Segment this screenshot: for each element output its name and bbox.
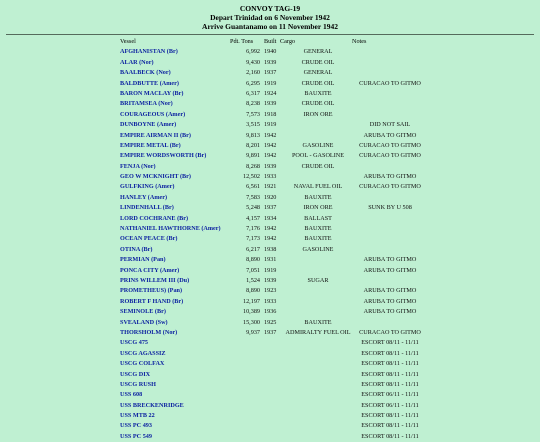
table-row (0, 411, 540, 421)
built-cell: 1940 (264, 48, 277, 56)
vessel-link[interactable]: LORD COCHRANE (Br) (120, 214, 189, 222)
built-cell: 1920 (264, 193, 277, 201)
table-row (0, 359, 540, 369)
table-row (0, 68, 540, 78)
notes-cell: ARUBA TO GITMO (363, 173, 417, 181)
built-cell: 1924 (264, 89, 277, 97)
tons-cell: 6,217 (246, 245, 260, 253)
table-row (0, 328, 540, 338)
table-row (0, 338, 540, 348)
table-row (0, 318, 540, 328)
vessel-link[interactable]: BALDBUTTE (Amer) (120, 79, 179, 87)
notes-cell: ESCORT 08/11 - 11/11 (361, 339, 419, 347)
table-row (0, 172, 540, 182)
built-cell: 1936 (264, 308, 277, 316)
built-cell: 1933 (264, 297, 277, 305)
built-cell: 1942 (264, 225, 277, 233)
tons-cell: 8,268 (246, 162, 260, 170)
notes-cell: ARUBA TO GITMO (363, 297, 417, 305)
notes-cell: ESCORT 06/11 - 11/11 (361, 391, 419, 399)
table-row (0, 193, 540, 203)
col-built-header: Built (264, 38, 277, 45)
cargo-cell: IRON ORE (303, 110, 333, 118)
col-notes-header: Notes (352, 38, 367, 45)
tons-cell: 4,157 (246, 214, 260, 222)
notes-cell: ESCORT 08/11 - 11/11 (361, 432, 419, 440)
vessel-link[interactable]: OTINA (Br) (120, 245, 153, 253)
built-cell: 1939 (264, 276, 277, 284)
tons-cell: 8,890 (246, 287, 260, 295)
cargo-cell: GENERAL (303, 69, 333, 77)
table-row (0, 255, 540, 265)
built-cell: 1937 (264, 69, 277, 77)
cargo-cell: BAUXITE (304, 225, 332, 233)
tons-cell: 2,160 (246, 69, 260, 77)
built-cell: 1921 (264, 183, 277, 191)
tons-cell: 6,295 (246, 79, 260, 87)
table-row (0, 131, 540, 141)
notes-cell: ARUBA TO GITMO (363, 266, 417, 274)
cargo-cell: GENERAL (303, 48, 333, 56)
tons-cell: 7,176 (246, 225, 260, 233)
built-cell: 1925 (264, 318, 277, 326)
vessel-link[interactable]: USS 608 (120, 391, 143, 399)
vessel-link[interactable]: EMPIRE METAL (Br) (120, 141, 181, 149)
built-cell: 1937 (264, 204, 277, 212)
cargo-cell: CRUDE OIL (301, 58, 335, 66)
cargo-cell: CRUDE OIL (301, 79, 335, 87)
vessel-link[interactable]: ROBERT F HAND (Br) (120, 297, 184, 305)
table-row (0, 151, 540, 161)
convoy-title: CONVOY TAG-19 (239, 4, 301, 13)
built-cell: 1923 (264, 287, 277, 295)
built-cell: 1942 (264, 141, 277, 149)
table-row (0, 47, 540, 57)
table-row (0, 297, 540, 307)
cargo-cell: SUGAR (307, 276, 329, 284)
table-row (0, 286, 540, 296)
table-row (0, 141, 540, 151)
notes-cell: DID NOT SAIL (369, 121, 411, 129)
cargo-cell: IRON ORE (303, 204, 333, 212)
vessel-link[interactable]: PROMETHEUS) (Pan) (120, 287, 183, 295)
tons-cell: 3,515 (246, 121, 260, 129)
cargo-cell: GASOLINE (302, 141, 334, 149)
table-row (0, 58, 540, 68)
vessel-link[interactable]: USCG RUSH (120, 380, 156, 388)
cargo-cell: CRUDE OIL (301, 100, 335, 108)
vessel-link[interactable]: HANLEY (Amer) (120, 193, 168, 201)
vessel-table (0, 47, 540, 442)
built-cell: 1919 (264, 79, 277, 87)
table-row (0, 99, 540, 109)
vessel-link[interactable]: USCG DIX (120, 370, 151, 378)
tons-cell: 6,561 (246, 183, 260, 191)
table-row (0, 162, 540, 172)
page-header (0, 0, 540, 31)
notes-cell: ARUBA TO GITMO (363, 131, 417, 139)
vessel-link[interactable]: BAALBECK (Nor) (120, 69, 171, 77)
built-cell: 1919 (264, 121, 277, 129)
tons-cell: 9,937 (246, 328, 260, 336)
tons-cell: 9,813 (246, 131, 260, 139)
vessel-link[interactable]: USS MTB 22 (120, 412, 155, 420)
vessel-link[interactable]: USCG 475 (120, 339, 149, 347)
table-row (0, 79, 540, 89)
built-cell: 1934 (264, 214, 277, 222)
built-cell: 1942 (264, 235, 277, 243)
cargo-cell: BAUXITE (304, 89, 332, 97)
tons-cell: 9,891 (246, 152, 260, 160)
notes-cell: SUNK BY U 508 (368, 204, 412, 212)
table-row (0, 234, 540, 244)
vessel-link[interactable]: FENJA (Nor) (120, 162, 156, 170)
cargo-cell: BAUXITE (304, 235, 332, 243)
table-row (0, 370, 540, 380)
table-row (0, 110, 540, 120)
built-cell: 1938 (264, 245, 277, 253)
notes-cell: ESCORT 08/11 - 11/11 (361, 349, 419, 357)
tons-cell: 9,430 (246, 58, 260, 66)
vessel-link[interactable]: BRITAMSEA (Nor) (120, 100, 173, 108)
cargo-cell: BALLAST (304, 214, 332, 222)
notes-cell: CURACAO TO GITMO (359, 152, 421, 160)
table-row (0, 224, 540, 234)
built-cell: 1939 (264, 100, 277, 108)
vessel-link[interactable]: GULFKING (Amer) (120, 183, 175, 191)
column-headers (0, 37, 540, 47)
tons-cell: 8,890 (246, 256, 260, 264)
table-row (0, 276, 540, 286)
notes-cell: CURACAO TO GITMO (359, 79, 421, 87)
tons-cell: 10,389 (242, 308, 260, 316)
built-cell: 1939 (264, 162, 277, 170)
arrive-line: Arrive Guantanamo on 11 November 1942 (202, 22, 338, 31)
vessel-link[interactable]: USS PC 549 (120, 432, 152, 440)
header-divider (6, 34, 534, 35)
built-cell: 1937 (264, 328, 277, 336)
vessel-link[interactable]: COURAGEOUS (Amer) (120, 110, 186, 118)
notes-cell: ESCORT 08/11 - 11/11 (361, 412, 419, 420)
built-cell: 1918 (264, 110, 277, 118)
notes-cell: ESCORT 06/11 - 11/11 (361, 401, 419, 409)
table-row (0, 214, 540, 224)
vessel-link[interactable]: USS BRECKENRIDGE (120, 401, 184, 409)
table-row (0, 120, 540, 130)
built-cell: 1919 (264, 266, 277, 274)
table-row (0, 182, 540, 192)
vessel-link[interactable]: PONCA CITY (Amer) (120, 266, 180, 274)
tons-cell: 7,051 (246, 266, 260, 274)
tons-cell: 12,502 (242, 173, 260, 181)
cargo-cell: ADMIRALTY FUEL OIL (285, 328, 351, 336)
vessel-link[interactable]: NATHANIEL HAWTHORNE (Amer) (120, 225, 221, 233)
tons-cell: 7,173 (246, 235, 260, 243)
built-cell: 1933 (264, 173, 277, 181)
built-cell: 1942 (264, 131, 277, 139)
vessel-link[interactable]: ALAR (Nor) (120, 58, 154, 66)
tons-cell: 7,583 (246, 193, 260, 201)
table-row (0, 432, 540, 442)
notes-cell: CURACAO TO GITMO (359, 183, 421, 191)
tons-cell: 6,992 (246, 48, 260, 56)
vessel-link[interactable]: EMPIRE AIRMAN II (Br) (120, 131, 191, 139)
built-cell: 1931 (264, 256, 277, 264)
col-vessel-header: Vessel (120, 38, 136, 45)
table-row (0, 349, 540, 359)
vessel-link[interactable]: USCG AGASSIZ (120, 349, 166, 357)
vessel-link[interactable]: USS PC 493 (120, 422, 152, 430)
vessel-link[interactable]: BARON MACLAY (Br) (120, 89, 184, 97)
table-row (0, 307, 540, 317)
vessel-link[interactable]: SEMINOLE (Br) (120, 308, 166, 316)
tons-cell: 8,238 (246, 100, 260, 108)
notes-cell: ESCORT 08/11 - 11/11 (361, 422, 419, 430)
cargo-cell: POOL - GASOLINE (291, 152, 345, 160)
notes-cell: ESCORT 08/11 - 11/11 (361, 380, 419, 388)
col-cargo-header: Cargo (280, 38, 296, 45)
notes-cell: ESCORT 08/11 - 11/11 (361, 360, 419, 368)
vessel-link[interactable]: PRINS WILLEM III (Du) (120, 276, 190, 284)
table-row (0, 421, 540, 431)
table-row (0, 390, 540, 400)
vessel-link[interactable]: USCG COLFAX (120, 360, 165, 368)
vessel-link[interactable]: LINDENHALL (Br) (120, 204, 174, 212)
tons-cell: 5,248 (246, 204, 260, 212)
tons-cell: 12,197 (242, 297, 260, 305)
cargo-cell: CRUDE OIL (301, 162, 335, 170)
vessel-link[interactable]: EMPIRE WORDSWORTH (Br) (120, 152, 207, 160)
vessel-link[interactable]: DUNBOYNE (Amer) (120, 121, 177, 129)
tons-cell: 1,524 (246, 276, 260, 284)
vessel-link[interactable]: PERMIAN (Pan) (120, 256, 166, 264)
cargo-cell: NAVAL FUEL OIL (293, 183, 343, 191)
table-row (0, 203, 540, 213)
table-row (0, 401, 540, 411)
vessel-link[interactable]: THORSHOLM (Nor) (120, 328, 178, 336)
vessel-link[interactable]: OCEAN PEACE (Br) (120, 235, 178, 243)
notes-cell: ARUBA TO GITMO (363, 287, 417, 295)
notes-cell: ARUBA TO GITMO (363, 256, 417, 264)
table-row (0, 245, 540, 255)
built-cell: 1939 (264, 58, 277, 66)
tons-cell: 8,201 (246, 141, 260, 149)
cargo-cell: BAUXITE (304, 193, 332, 201)
col-tons-header: Pdt. Tons (230, 38, 254, 45)
depart-line: Depart Trinidad on 6 November 1942 (210, 13, 330, 22)
tons-cell: 15,300 (242, 318, 260, 326)
vessel-link[interactable]: SVEALAND (Sw) (120, 318, 168, 326)
vessel-link[interactable]: AFGHANISTAN (Br) (120, 48, 178, 56)
table-row (0, 89, 540, 99)
notes-cell: CURACAO TO GITMO (359, 141, 421, 149)
cargo-cell: GASOLINE (302, 245, 334, 253)
tons-cell: 7,573 (246, 110, 260, 118)
vessel-link[interactable]: GEO W MCKNIGHT (Br) (120, 173, 191, 181)
table-row (0, 380, 540, 390)
notes-cell: ESCORT 08/11 - 11/11 (361, 370, 419, 378)
tons-cell: 6,317 (246, 89, 260, 97)
cargo-cell: BAUXITE (304, 318, 332, 326)
built-cell: 1942 (264, 152, 277, 160)
table-row (0, 266, 540, 276)
notes-cell: CURACAO TO GITMO (359, 328, 421, 336)
notes-cell: ARUBA TO GITMO (363, 308, 417, 316)
